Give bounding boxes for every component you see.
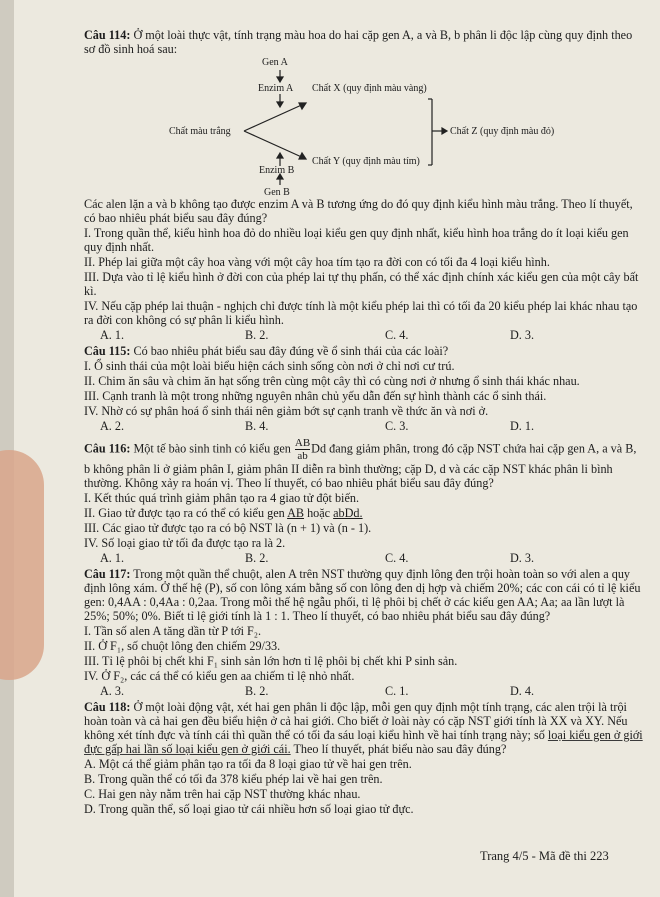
q116-statement-4: IV. Số loại giao tử tối đa được tạo ra là 2.: [84, 536, 286, 550]
q115-statement-4: IV. Nhờ có sự phân hoá ổ sinh thái nên giảm bớt sự cạnh tranh về thức ăn và nơi ở.: [84, 404, 489, 418]
q114-options: [84, 328, 644, 342]
q118-option-d: D. Trong quần thể, số loại giao tử cái nhiều hơn số loại giao tử đực.: [84, 802, 414, 816]
substance-z-label: Chất Z (quy định màu đỏ): [450, 126, 555, 137]
q116-option-c: C. 4.: [385, 551, 409, 565]
q118-option-c: C. Hai gen này nằm trên hai cặp NST thường khác nhau.: [84, 787, 361, 801]
q117-statement-4: IV. Ở F₂, các cá thể có kiểu gen aa chiếm tỉ lệ nhỏ nhất.: [84, 669, 355, 683]
exam-page: [14, 0, 660, 897]
q115-statement-3: III. Cạnh tranh là một trong những nguyên nhân chủ yếu dẫn đến sự hình thành các ổ sinh thái.: [84, 389, 547, 403]
q116-option-d: D. 3.: [510, 551, 535, 565]
q114-intro: Các alen lặn a và b không tạo được enzim A và B tương ứng do đó quy định kiểu hình màu trắng. Theo lí thuyết, có bao nhiêu phát biểu sau đây đúng?: [84, 197, 633, 225]
photo-thumb-shadow: [0, 450, 44, 680]
q118-option-b: B. Trong quần thể có tối đa 378 kiểu phép lai về hai gen trên.: [84, 772, 383, 786]
q116-statement-1: I. Kết thúc quá trình giảm phân tạo ra 4 giao tử đột biến.: [84, 491, 359, 505]
q115-option-c: C. 3.: [385, 419, 409, 433]
q115-statement-1: I. Ổ sinh thái của một loài biểu hiện cách sinh sống còn nơi ở chỉ nơi cư trú.: [84, 359, 455, 373]
q115-option-a: A. 2.: [100, 419, 125, 433]
q114-statement-4: IV. Nếu cặp phép lai thuận - nghịch chỉ được tính là một kiểu phép lai thì có tối đa 20 kiểu phép lai khác nhau tạo ra đời con không có sự phân li kiểu hình.: [84, 299, 638, 327]
q114-option-c: C. 4.: [385, 328, 409, 342]
q118-option-a: A. Một cá thể giảm phân tạo ra tối đa 8 loại giao tử về hai gen trên.: [84, 757, 412, 771]
gene-a-label: Gen A: [262, 57, 288, 68]
q117-option-d: D. 4.: [510, 684, 535, 698]
q115-option-d: D. 1.: [510, 419, 535, 433]
q115-option-b: B. 4.: [245, 419, 269, 433]
q114-statement-2: II. Phép lai giữa một cây hoa vàng với một cây hoa tím tạo ra đời con có tối đa 4 loại kiểu hình.: [84, 255, 550, 269]
enzyme-b-label: Enzim B: [259, 165, 295, 176]
q116-genotype-fraction: $\frac{AB}{ab}$: [294, 437, 311, 462]
q114-stem: Câu 114: Ở một loài thực vật, tính trạng màu hoa do hai cặp gen A, a và B, b phân li độc lập cùng quy định theo sơ đồ sinh hoá sau:: [84, 28, 633, 56]
q114-statement-3: III. Dựa vào tỉ lệ kiểu hình ở đời con của phép lai tự thụ phấn, có thể xác định chính xác kiểu gen của một cây bất kì.: [84, 270, 639, 298]
enzyme-a-label: Enzim A: [258, 83, 294, 94]
q117-option-a: A. 3.: [100, 684, 125, 698]
q118-underlined-clause: loại kiểu gen ở giới đực gấp hai lần số loại kiểu gen ở giới cái.: [84, 728, 643, 756]
q114-option-b: B. 2.: [245, 328, 269, 342]
white-substance-label: Chất màu trắng: [169, 126, 231, 137]
substance-y-label: Chất Y (quy định màu tím): [312, 156, 420, 167]
q115-stem: Câu 115: Có bao nhiêu phát biểu sau đây đúng về ổ sinh thái của các loài?: [84, 344, 449, 358]
q117-options: [84, 684, 644, 698]
pathway-arrows: [84, 57, 644, 189]
q116-options: [84, 551, 644, 565]
q114-statement-1: I. Trong quần thể, kiểu hình hoa đỏ do nhiều loại kiểu gen quy định nhất, kiểu hình hoa trắng do ít loại kiểu gen quy định nhất.: [84, 226, 629, 254]
gene-b-label: Gen B: [264, 187, 290, 198]
q117-statement-2: II. Ở F₁, số chuột lông đen chiếm 29/33.: [84, 639, 281, 653]
q116-option-b: B. 2.: [245, 551, 269, 565]
page-content: [84, 28, 644, 817]
q114-option-d: D. 3.: [510, 328, 535, 342]
q116-statement-2: II. Giao tử được tạo ra có thể có kiểu gen AB hoặc abDd.: [84, 506, 363, 520]
substance-x-label: Chất X (quy định màu vàng): [312, 83, 427, 94]
q117-option-c: C. 1.: [385, 684, 409, 698]
q115-options: [84, 419, 644, 433]
q116-option-a: A. 1.: [100, 551, 125, 565]
q114-option-a: A. 1.: [100, 328, 125, 342]
q115-statement-2: II. Chim ăn sâu và chim ăn hạt sống trên cùng một cây thì có cùng nơi ở nhưng ổ sinh thái khác nhau.: [84, 374, 580, 388]
q118-stem: Câu 118: Ở một loài động vật, xét hai gen phân li độc lập, mỗi gen quy định một tính trạng, các alen trội là trội hoàn toàn và cả hai gen đều biểu hiện ở cả hai giới. Cho biết ở loài này có cặp NST giới tính là XX và XY. Nếu không xét tính đực và tính cái thì quần thể có tối đa sáu loại kiểu hình về hai tính trạng này; số loại kiểu gen ở giới đực gấp hai lần số loại kiểu gen ở giới cái. Theo lí thuyết, phát biểu nào sau đây đúng?: [84, 700, 643, 756]
q117-stem: Câu 117: Trong một quần thể chuột, alen A trên NST thường quy định lông đen trội hoàn toàn so với alen a quy định lông xám. Ở thế hệ (P), số con lông xám bằng số con lông đen dị hợp và chiếm 20%; các con cái có tỉ lệ kiểu gen: 0,4AA : 0,4Aa : 0,2aa. Trong mỗi thế hệ ngẫu phối, tỉ lệ phôi bị chết ở các kiểu gen AA; Aa; aa lần lượt là 25%; 50%; 0%. Biết tỉ lệ giới tính là 1 : 1. Theo lí thuyết, có bao nhiêu phát biểu sau đây đúng?: [84, 567, 641, 623]
q116-statement-3: III. Các giao tử được tạo ra có bộ NST là (n + 1) và (n - 1).: [84, 521, 372, 535]
biochemical-pathway-diagram: [84, 57, 644, 198]
page-footer: Trang 4/5 - Mã đề thi 223: [480, 849, 609, 863]
q117-statement-3: III. Tỉ lệ phôi bị chết khi F₁ sinh sản lớn hơn tỉ lệ phôi bị chết khi P sinh sản.: [84, 654, 458, 668]
q117-statement-1: I. Tần số alen A tăng dần từ P tới F₂.: [84, 624, 262, 638]
q117-option-b: B. 2.: [245, 684, 269, 698]
q116-stem: Câu 116: Một tế bào sinh tinh có kiểu gen $\frac{AB}{ab}$ Dd đang giảm phân, trong đó cặp NST chứa hai cặp gen A, a và B, b không phân li ở giảm phân I, giảm phân II diễn ra bình thường; cặp D, d và các cặp NST khác phân li bình thường. Không xảy ra hoán vị. Theo lí thuyết, có bao nhiêu phát biểu sau đây đúng?: [84, 437, 637, 490]
